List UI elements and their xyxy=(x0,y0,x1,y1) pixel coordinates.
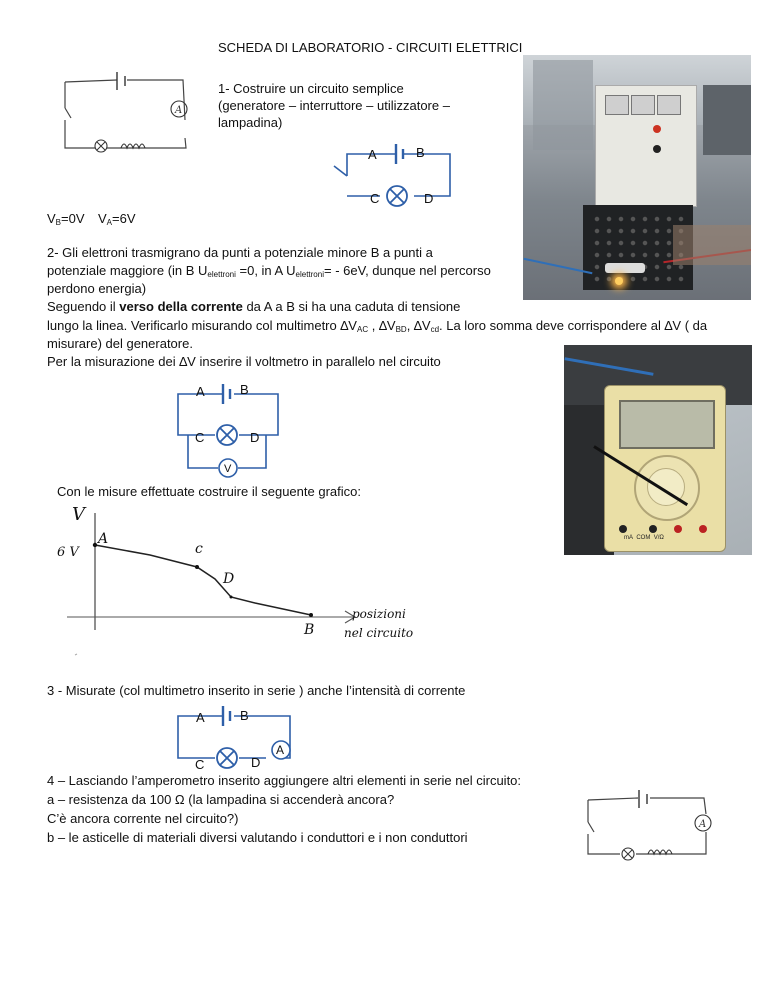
step2-line3: perdono energia) xyxy=(47,281,147,296)
step3-text: 3 - Misurate (col multimetro inserito in serie ) anche l’intensità di corrente xyxy=(47,683,466,698)
step4-line4: b – le asticelle di materiali diversi valutando i conduttori e i non conduttori xyxy=(47,830,468,845)
circuit3-label-a: A xyxy=(196,710,205,725)
step4-line2: a – resistenza da 100 Ω (la lampadina si accenderà ancora? xyxy=(47,792,395,807)
step2-line1: 2- Gli elettroni trasmigrano da punti a potenziale minore B a punti a xyxy=(47,245,433,260)
graph-point-d: D xyxy=(223,571,235,587)
multimeter-label-v: V/Ω xyxy=(653,535,664,541)
sketch-bottom-ammeter-label: A xyxy=(699,819,707,830)
step1-line2: (generatore – interruttore – utilizzatore – xyxy=(218,98,450,113)
graph-point-a: A xyxy=(98,531,109,547)
graph-point-b: B xyxy=(304,622,315,638)
potential-va: $V_A=6V$ xyxy=(98,211,136,227)
step2-line5: lungo la linea. Verificarlo misurando col multimetro $\Delta V_{AC}$ , $\Delta V_{BD}$, $\Delta V_{cd}$. La loro somma deve corrispondere al ∆V ( da xyxy=(47,318,708,334)
step2-line2: potenziale maggiore (in B $U_{elettroni} =0$, in A $U_{elettroni}= - 6eV$, dunque nel percorso xyxy=(47,263,491,279)
circuit1-label-c: C xyxy=(370,191,380,206)
sketch-ammeter-label: A xyxy=(175,105,183,116)
circuit2-label-d: D xyxy=(250,430,260,445)
step2-line7: Per la misurazione dei ∆V inserire il voltmetro in parallelo nel circuito xyxy=(47,354,441,369)
graph-y-tick: 6 V xyxy=(57,545,79,560)
potential-vb: $V_B=0V$ xyxy=(47,211,85,227)
voltmeter-label: V xyxy=(224,463,232,475)
graph-x-label-2: nel circuito xyxy=(344,626,414,640)
circuit1-label-a: A xyxy=(368,147,377,162)
multimeter-label-ma: mA xyxy=(624,535,633,541)
sketch-circuit-bottom xyxy=(578,782,728,882)
step1-line3: lampadina) xyxy=(218,115,283,130)
graph-intro: Con le misure effettuate costruire il seguente grafico: xyxy=(57,484,361,499)
graph-y-label: V xyxy=(72,504,85,525)
circuit-diagram-ammeter xyxy=(170,702,300,772)
circuit1-label-d: D xyxy=(424,191,434,206)
step4-line3: C’è ancora corrente nel circuito?) xyxy=(47,811,239,826)
sketch-circuit-top xyxy=(55,60,205,160)
step4-line1: 4 – Lasciando l’amperometro inserito aggiungere altri elementi in serie nel circuito: xyxy=(47,773,522,788)
graph-point-c: c xyxy=(195,541,203,557)
graph-x-label-1: posizioni xyxy=(352,607,406,621)
circuit3-label-b: B xyxy=(240,708,249,723)
circuit3-label-d: D xyxy=(251,755,261,770)
step1-line1: 1- Costruire un circuito semplice xyxy=(218,81,404,96)
circuit-board-photo xyxy=(523,55,751,300)
multimeter-label-com: COM xyxy=(636,535,651,541)
page-title: SCHEDA DI LABORATORIO - CIRCUITI ELETTRICI xyxy=(218,40,523,55)
multimeter-photo xyxy=(564,345,752,555)
step2-line6: misurare) del generatore. xyxy=(47,336,193,351)
circuit-diagram-1 xyxy=(330,140,460,210)
step2-line4: Seguendo il verso della corrente da A a B si ha una caduta di tensione xyxy=(47,299,461,314)
ammeter-label: A xyxy=(276,743,285,757)
circuit1-label-b: B xyxy=(416,145,425,160)
circuit3-label-c: C xyxy=(195,757,205,772)
circuit2-label-c: C xyxy=(195,430,205,445)
circuit2-label-a: A xyxy=(196,384,205,399)
circuit2-label-b: B xyxy=(240,382,249,397)
